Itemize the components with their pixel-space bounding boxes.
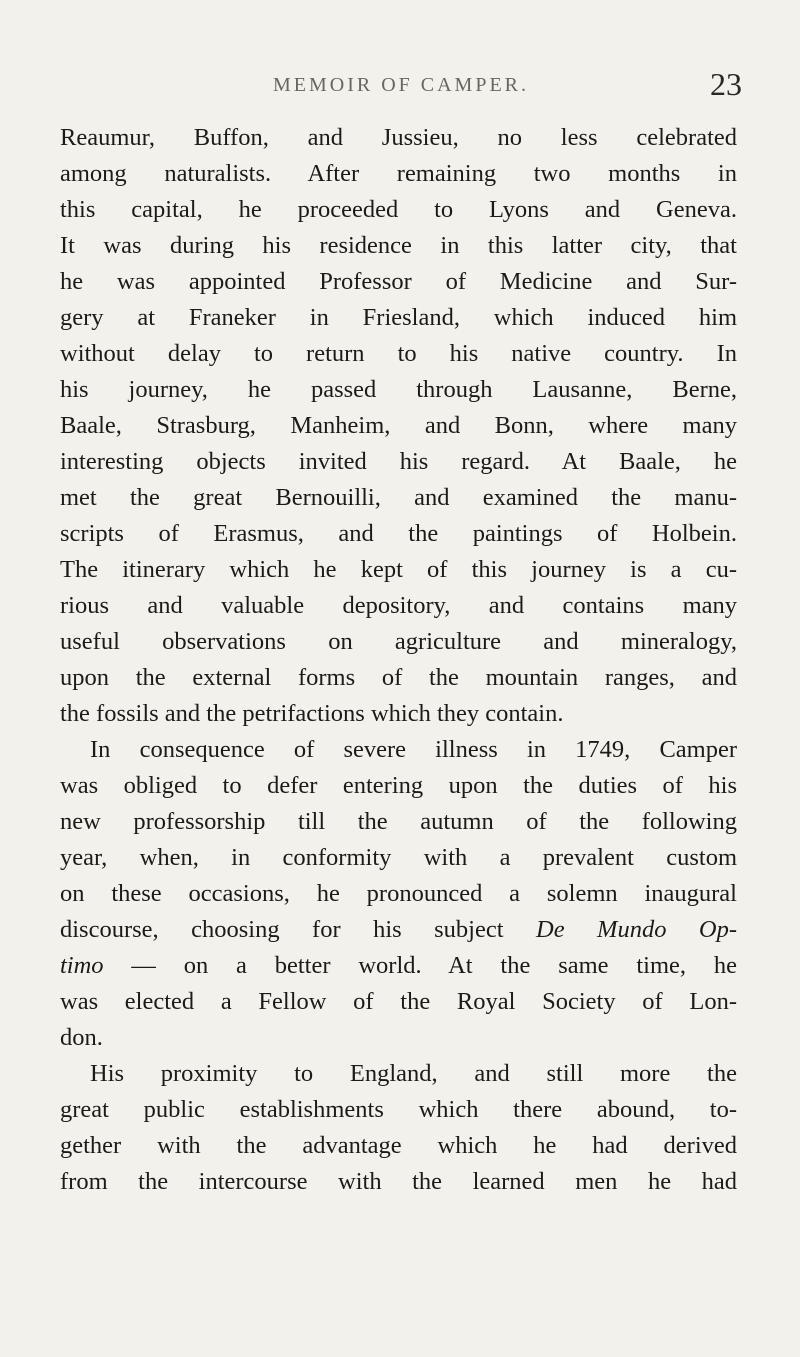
- text-line: was elected a Fellow of the Royal Society of Lon-: [60, 988, 737, 1015]
- text-line: from the intercourse with the learned men he had: [60, 1168, 737, 1195]
- text-line: His proximity to England, and still more the: [90, 1060, 737, 1087]
- text-line: gether with the advantage which he had derived: [60, 1132, 737, 1159]
- book-title-italic: timo: [60, 952, 104, 979]
- text-line: rious and valuable depository, and contains many: [60, 592, 737, 619]
- text-line: on these occasions, he pronounced a solemn inaugural: [60, 880, 737, 907]
- text-line: [60, 948, 737, 984]
- text-line: great public establishments which there abound, to-: [60, 1096, 737, 1123]
- body-text: [60, 120, 737, 1200]
- text-line-roman: discourse, choosing for his subject: [60, 916, 536, 943]
- text-line: [60, 912, 737, 948]
- text-line: upon the external forms of the mountain ranges, and: [60, 664, 737, 691]
- text-line: useful observations on agriculture and mineralogy,: [60, 628, 737, 655]
- text-line: without delay to return to his native country. In: [60, 340, 737, 367]
- text-line: the fossils and the petrifactions which they contain.: [60, 700, 564, 727]
- text-line: interesting objects invited his regard. At Baale, he: [60, 448, 737, 475]
- text-line: was obliged to defer entering upon the duties of his: [60, 772, 737, 799]
- text-line: The itinerary which he kept of this journey is a cu-: [60, 556, 737, 583]
- running-head: MEMOIR OF CAMPER.: [272, 74, 530, 96]
- text-line: this capital, he proceeded to Lyons and Geneva.: [60, 196, 737, 223]
- text-line: met the great Bernouilli, and examined the manu-: [60, 484, 737, 511]
- book-title-italic: De Mundo Op-: [536, 916, 738, 943]
- text-line: he was appointed Professor of Medicine and Sur-: [60, 268, 737, 295]
- page-header: [60, 66, 742, 106]
- text-line: among naturalists. After remaining two months in: [60, 160, 737, 187]
- text-line: It was during his residence in this latter city, that: [60, 232, 737, 259]
- text-line: gery at Franeker in Friesland, which induced him: [60, 304, 737, 331]
- text-line: scripts of Erasmus, and the paintings of Holbein.: [60, 520, 737, 547]
- text-line: new professorship till the autumn of the following: [60, 808, 737, 835]
- text-line-roman: — on a better world. At the same time, he: [103, 952, 737, 979]
- text-line: In consequence of severe illness in 1749, Camper: [90, 736, 737, 763]
- text-line: don.: [60, 1024, 103, 1051]
- text-line: year, when, in conformity with a prevalent custom: [60, 844, 737, 871]
- text-line: Reaumur, Buffon, and Jussieu, no less celebrated: [60, 124, 737, 151]
- text-line: Baale, Strasburg, Manheim, and Bonn, where many: [60, 412, 737, 439]
- page-number: 23: [710, 66, 742, 102]
- text-line: his journey, he passed through Lausanne, Berne,: [60, 376, 737, 403]
